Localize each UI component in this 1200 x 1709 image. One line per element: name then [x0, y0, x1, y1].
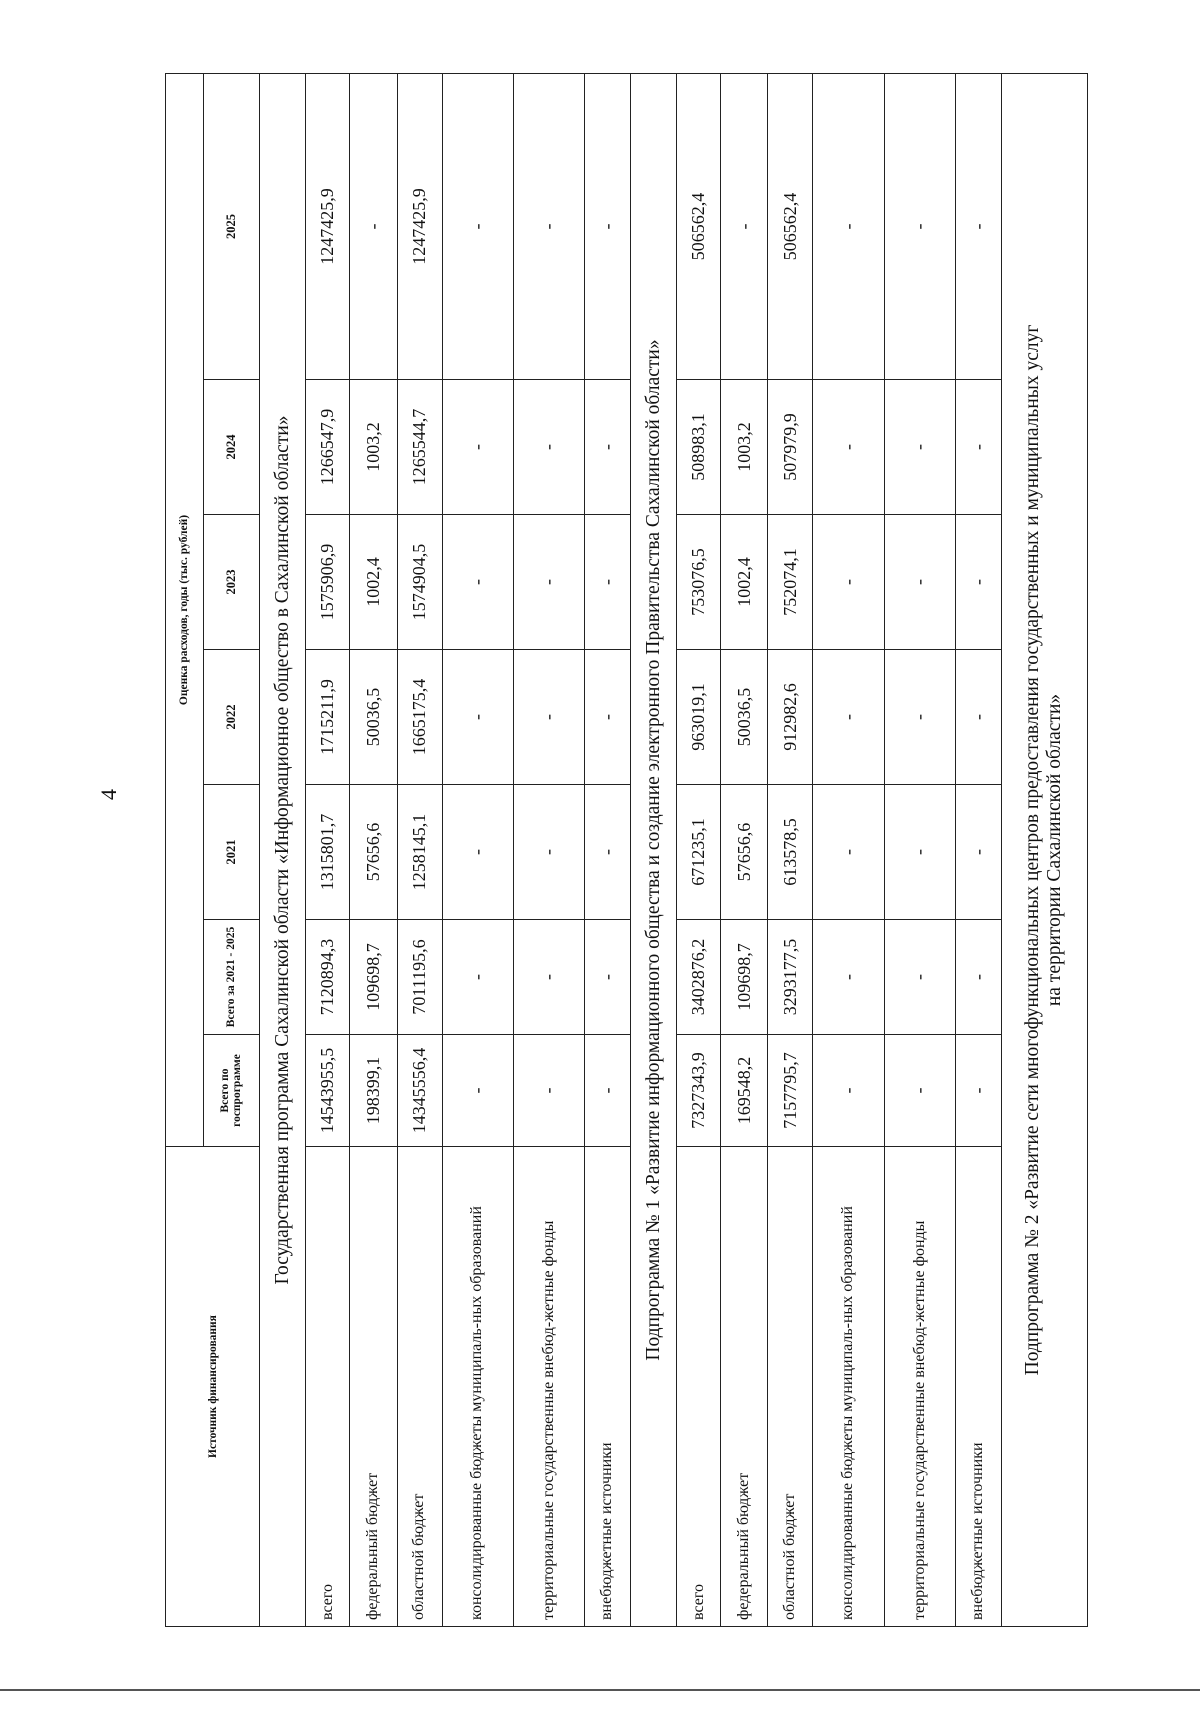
cell-value: 912982,6	[768, 650, 813, 785]
cell-value: 1258145,1	[397, 785, 442, 920]
cell-value: 7157795,7	[768, 1035, 813, 1147]
cell-value: -	[585, 1035, 631, 1147]
cell-value: 753076,5	[677, 515, 721, 650]
cell-value: -	[813, 515, 884, 650]
cell-value: -	[955, 1035, 1001, 1147]
cell-value: -	[585, 380, 631, 515]
cell-value: -	[813, 785, 884, 920]
cell-value: 57656,6	[350, 785, 397, 920]
row-source: всего	[677, 1147, 721, 1627]
table-row	[513, 74, 584, 1627]
cell-value: -	[813, 380, 884, 515]
cell-value: 7327343,9	[677, 1035, 721, 1147]
cell-value: -	[442, 380, 513, 515]
table-row	[768, 74, 813, 1627]
header-source: Источник финансирования	[166, 1147, 260, 1627]
table-row	[721, 74, 768, 1627]
cell-value: -	[513, 650, 584, 785]
cell-value: 613578,5	[768, 785, 813, 920]
cell-value: -	[813, 920, 884, 1035]
table-row	[813, 74, 884, 1627]
row-source: федеральный бюджет	[350, 1147, 397, 1627]
row-source: всего	[306, 1147, 350, 1627]
table-row	[442, 74, 513, 1627]
header-year-2021: 2021	[203, 785, 260, 920]
cell-value: -	[955, 515, 1001, 650]
header-total-program: Всего по госпрограмме	[203, 1035, 260, 1147]
cell-value: -	[585, 515, 631, 650]
row-source: областной бюджет	[397, 1147, 442, 1627]
cell-value: 1247425,9	[397, 74, 442, 380]
cell-value: -	[442, 920, 513, 1035]
table-row	[585, 74, 631, 1627]
table-row	[955, 74, 1001, 1627]
cell-value: 3402876,2	[677, 920, 721, 1035]
header-year-2022: 2022	[203, 650, 260, 785]
cell-value: 3293177,5	[768, 920, 813, 1035]
cell-value: 1715211,9	[306, 650, 350, 785]
header-year-2024: 2024	[203, 380, 260, 515]
cell-value: -	[955, 920, 1001, 1035]
cell-value: 50036,5	[721, 650, 768, 785]
cell-value: -	[513, 380, 584, 515]
cell-value: 1002,4	[350, 515, 397, 650]
cell-value: 14543955,5	[306, 1035, 350, 1147]
cell-value: -	[513, 515, 584, 650]
cell-value: -	[884, 380, 955, 515]
table-row	[884, 74, 955, 1627]
cell-value: -	[721, 74, 768, 380]
table-row	[306, 74, 350, 1627]
cell-value: 507979,9	[768, 380, 813, 515]
cell-value: -	[955, 74, 1001, 380]
cell-value: -	[513, 920, 584, 1035]
cell-value: -	[350, 74, 397, 380]
row-source: внебюджетные источники	[955, 1147, 1001, 1627]
header-total-period: Всего за 2021 - 2025	[203, 920, 260, 1035]
row-source: консолидированные бюджеты муниципаль-ных образований	[813, 1147, 884, 1627]
cell-value: 1665175,4	[397, 650, 442, 785]
cell-value: 1575906,9	[306, 515, 350, 650]
financing-table	[165, 73, 1088, 1627]
cell-value: 109698,7	[350, 920, 397, 1035]
cell-value: -	[513, 785, 584, 920]
section-title-subprogram-2	[1001, 74, 1087, 1627]
cell-value: -	[442, 1035, 513, 1147]
cell-value: 1002,4	[721, 515, 768, 650]
cell-value: -	[884, 1035, 955, 1147]
row-source: федеральный бюджет	[721, 1147, 768, 1627]
row-source: областной бюджет	[768, 1147, 813, 1627]
cell-value: 1574904,5	[397, 515, 442, 650]
cell-value: 506562,4	[677, 74, 721, 380]
cell-value: -	[884, 515, 955, 650]
cell-value: 1003,2	[721, 380, 768, 515]
cell-value: -	[955, 785, 1001, 920]
cell-value: -	[955, 650, 1001, 785]
cell-value: 963019,1	[677, 650, 721, 785]
cell-value: -	[585, 920, 631, 1035]
cell-value: 671235,1	[677, 785, 721, 920]
table-row	[350, 74, 397, 1627]
cell-value: -	[513, 1035, 584, 1147]
cell-value: 169548,2	[721, 1035, 768, 1147]
cell-value: -	[585, 74, 631, 380]
cell-value: 198399,1	[350, 1035, 397, 1147]
cell-value: 506562,4	[768, 74, 813, 380]
cell-value: -	[585, 650, 631, 785]
section-title-subprogram-1: Подпрограмма № 1 «Развитие информационного общества и создание электронного Правительства Сахалинской области»	[631, 74, 677, 1627]
row-source: внебюджетные источники	[585, 1147, 631, 1627]
rotated-table-wrapper	[165, 74, 1088, 1627]
cell-value: -	[955, 380, 1001, 515]
table-row	[397, 74, 442, 1627]
cell-value: -	[884, 785, 955, 920]
cell-value: 1003,2	[350, 380, 397, 515]
header-year-2025: 2025	[203, 74, 260, 380]
header-estimate-group: Оценка расходов, годы (тыс. рублей)	[166, 74, 204, 1147]
header-year-2023: 2023	[203, 515, 260, 650]
cell-value: -	[585, 785, 631, 920]
cell-value: -	[813, 1035, 884, 1147]
cell-value: -	[513, 74, 584, 380]
cell-value: -	[813, 650, 884, 785]
cell-value: 7120894,3	[306, 920, 350, 1035]
cell-value: 1266547,9	[306, 380, 350, 515]
cell-value: -	[442, 74, 513, 380]
table-row	[677, 74, 721, 1627]
cell-value: -	[813, 74, 884, 380]
cell-value: 109698,7	[721, 920, 768, 1035]
cell-value: 1247425,9	[306, 74, 350, 380]
section-title-program: Государственная программа Сахалинской области «Информационное общество в Сахалинской области»	[260, 74, 306, 1627]
cell-value: -	[884, 920, 955, 1035]
scan-edge-line	[0, 1689, 1200, 1691]
cell-value: 57656,6	[721, 785, 768, 920]
row-source: территориальные государственные внебюд-жетные фонды	[513, 1147, 584, 1627]
cell-value: 1265544,7	[397, 380, 442, 515]
cell-value: 7011195,6	[397, 920, 442, 1035]
cell-value: -	[442, 515, 513, 650]
cell-value: 50036,5	[350, 650, 397, 785]
cell-value: 1315801,7	[306, 785, 350, 920]
row-source: консолидированные бюджеты муниципаль-ных образований	[442, 1147, 513, 1627]
cell-value: -	[884, 650, 955, 785]
section-title-line-1: Подпрограмма № 2 «Развитие сети многофункциональных центров предоставления государственных и муниципальных услуг	[1022, 324, 1044, 1376]
page-number: 4	[96, 789, 121, 800]
cell-value: -	[442, 785, 513, 920]
cell-value: 14345556,4	[397, 1035, 442, 1147]
section-title-line-2: на территории Сахалинской области»	[1044, 693, 1066, 1007]
cell-value: -	[442, 650, 513, 785]
cell-value: 752074,1	[768, 515, 813, 650]
row-source: территориальные государственные внебюд-жетные фонды	[884, 1147, 955, 1627]
cell-value: -	[884, 74, 955, 380]
cell-value: 508983,1	[677, 380, 721, 515]
